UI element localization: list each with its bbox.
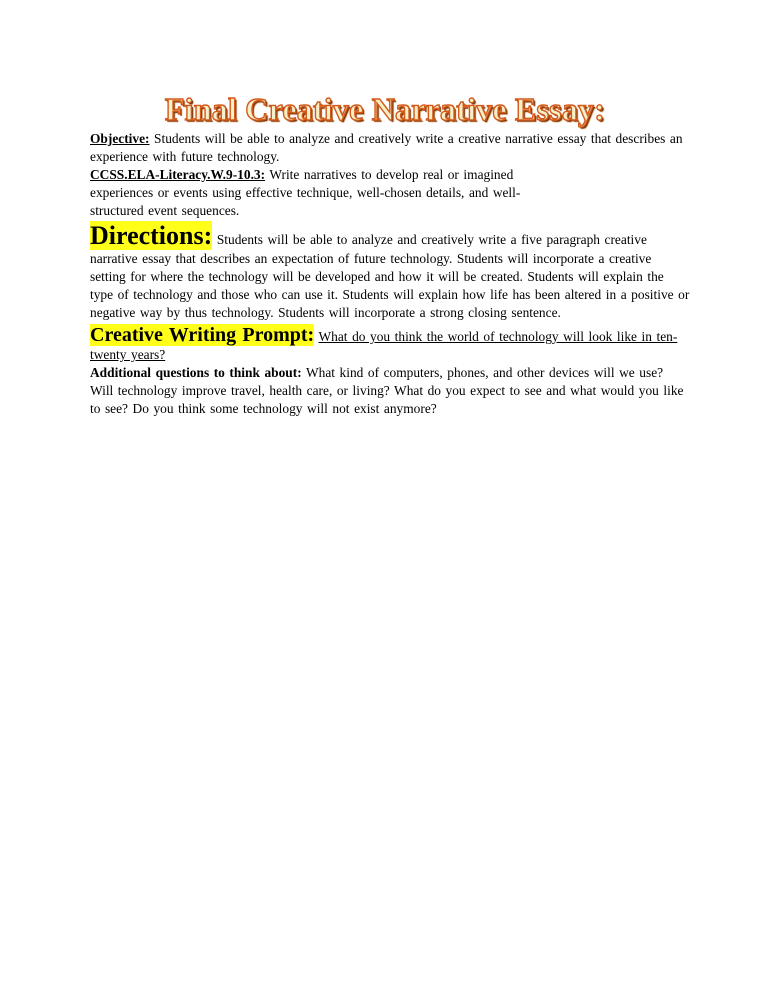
additional-label: Additional questions to think about: bbox=[90, 365, 302, 380]
additional-paragraph bbox=[90, 364, 690, 418]
objective-text: Students will be able to analyze and creatively write a creative narrative essay that describes an experience with future technology. bbox=[90, 131, 683, 164]
standard-text: Write narratives to develop real or imagined experiences or events using effective technique, well-chosen details, and well-structured event sequences. bbox=[90, 167, 521, 218]
directions-paragraph bbox=[90, 222, 690, 322]
document-page bbox=[90, 88, 690, 418]
objective-paragraph bbox=[90, 130, 690, 166]
standard-paragraph bbox=[90, 166, 690, 220]
document-title: Final Creative Narrative Essay: bbox=[164, 91, 606, 127]
additional-text: What kind of computers, phones, and other devices will we use? Will technology improve travel, health care, or living? What do you expect to see and what would you like to see? Do you think some technology will not exist anymore? bbox=[90, 365, 684, 416]
directions-heading: Directions: bbox=[90, 221, 213, 250]
prompt-heading: Creative Writing Prompt: bbox=[90, 324, 315, 346]
directions-text: Students will be able to analyze and creatively write a five paragraph creative narrative essay that describes an expectation of future technology. Students will incorporate a creative setting for where the technology will be developed and how it will be created. Students will explain the type of technology and those who can use it. Students will explain how life has been altered in a positive or negative way by thus technology. Students will incorporate a strong closing sentence. bbox=[90, 232, 690, 320]
prompt-paragraph bbox=[90, 324, 690, 364]
prompt-text: What do you think the world of technology will look like in ten-twenty years? bbox=[90, 329, 678, 362]
standard-label: CCSS.ELA-Literacy.W.9-10.3: bbox=[90, 167, 266, 182]
objective-label: Objective: bbox=[90, 131, 150, 146]
